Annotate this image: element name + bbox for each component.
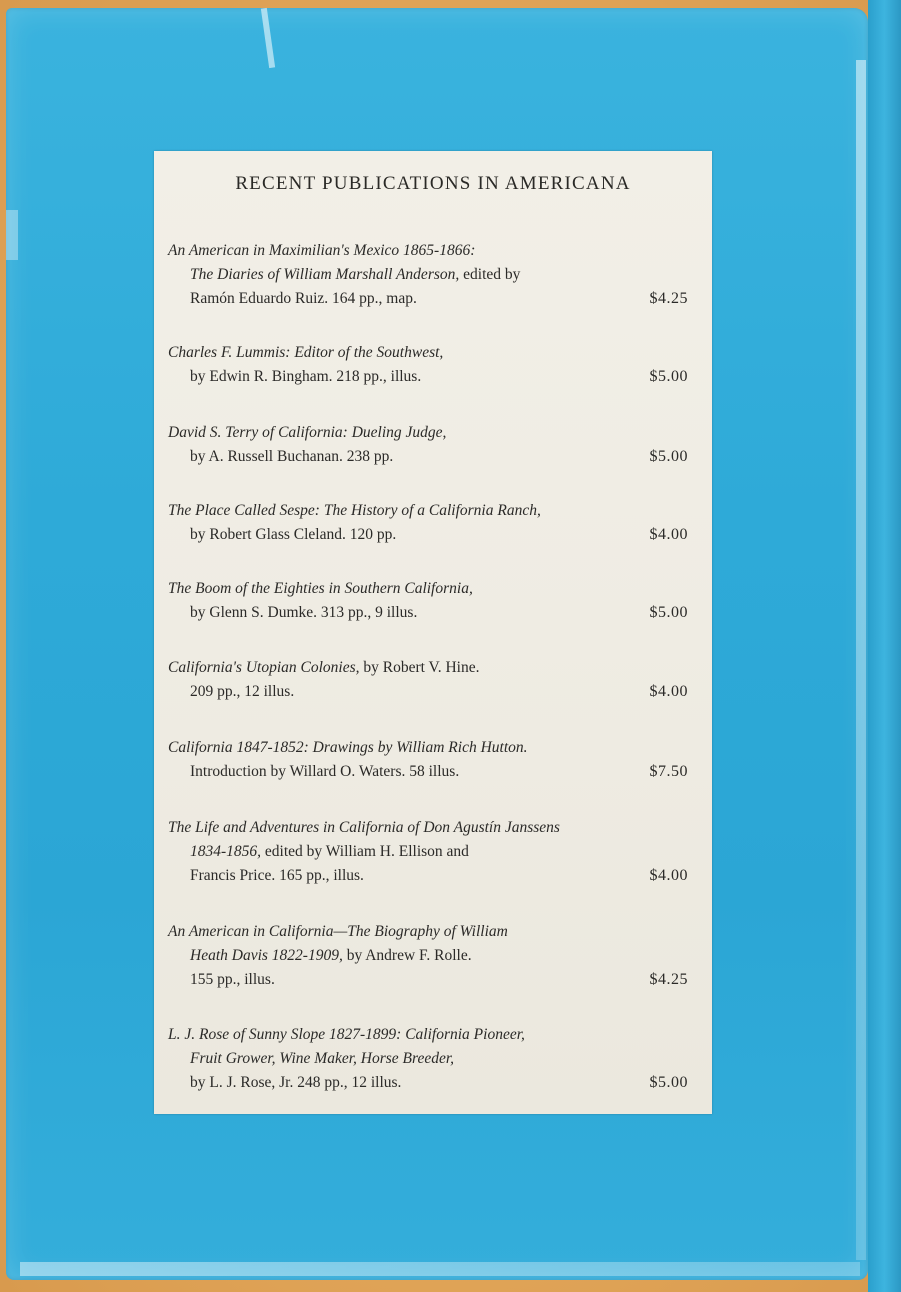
entry-title-text: The Life and Adventures in California of Don Agustín Janssens — [168, 819, 560, 836]
entry-line — [168, 840, 698, 864]
book-spine-edge — [868, 0, 901, 1292]
entry-line — [168, 816, 698, 840]
entry-line — [168, 920, 698, 944]
entry-line — [168, 760, 698, 784]
entry-line — [168, 341, 698, 365]
book-entry — [168, 239, 698, 311]
entry-price: $5.00 — [649, 368, 688, 385]
entry-line — [168, 421, 698, 445]
book-entry — [168, 736, 698, 784]
entry-line — [168, 365, 698, 389]
book-entry — [168, 656, 698, 704]
entry-line — [168, 601, 698, 625]
card-title: RECENT PUBLICATIONS IN AMERICANA — [235, 173, 631, 194]
entry-title-text: L. J. Rose of Sunny Slope 1827-1899: California Pioneer, — [168, 1026, 525, 1043]
entry-line — [168, 577, 698, 601]
entry-detail-text: 155 pp., illus. — [190, 971, 275, 988]
entry-line — [168, 944, 698, 968]
entry-line — [168, 1071, 698, 1095]
entry-detail-text: by Andrew F. Rolle. — [342, 947, 472, 964]
entry-line — [168, 736, 698, 760]
entry-detail-text: by Glenn S. Dumke. 313 pp., 9 illus. — [190, 604, 418, 621]
entry-title-text: Charles F. Lummis: Editor of the Southwest, — [168, 344, 444, 361]
book-entry — [168, 499, 698, 547]
entry-detail-text: Introduction by Willard O. Waters. 58 illus. — [190, 763, 460, 780]
entry-line — [168, 656, 698, 680]
entry-price: $4.25 — [649, 290, 688, 307]
entry-price: $5.00 — [649, 604, 688, 621]
entry-title-text: Fruit Grower, Wine Maker, Horse Breeder, — [190, 1050, 455, 1067]
entry-detail-text: edited by — [459, 266, 521, 283]
entry-detail-text: by Edwin R. Bingham. 218 pp., illus. — [190, 368, 422, 385]
jacket-edge-wear — [856, 60, 866, 1260]
entry-line — [168, 239, 698, 263]
book-entry — [168, 1023, 698, 1095]
entry-line — [168, 968, 698, 992]
entry-line — [168, 499, 698, 523]
entry-price: $4.00 — [649, 867, 688, 884]
entry-price: $4.25 — [649, 971, 688, 988]
entry-detail-text: by A. Russell Buchanan. 238 pp. — [190, 448, 394, 465]
entry-line — [168, 287, 698, 311]
book-entry — [168, 816, 698, 888]
entry-price: $4.00 — [649, 526, 688, 543]
book-entry — [168, 920, 698, 992]
entry-detail-text: edited by William H. Ellison and — [261, 843, 469, 860]
entry-detail-text: by Robert V. Hine. — [359, 659, 480, 676]
book-entry — [168, 577, 698, 625]
jacket-wear — [6, 210, 18, 260]
entry-line — [168, 263, 698, 287]
entry-detail-text: Francis Price. 165 pp., illus. — [190, 867, 364, 884]
entry-line — [168, 1047, 698, 1071]
entry-detail-text: 209 pp., 12 illus. — [190, 683, 295, 700]
entry-line — [168, 864, 698, 888]
entry-detail-text: by L. J. Rose, Jr. 248 pp., 12 illus. — [190, 1074, 402, 1091]
entry-price: $5.00 — [649, 448, 688, 465]
entry-title-text: The Diaries of William Marshall Anderson, — [190, 266, 460, 283]
entry-title-text: 1834-1856, — [190, 843, 262, 860]
entry-title-text: David S. Terry of California: Dueling Judge, — [168, 424, 447, 441]
entry-detail-text: Ramón Eduardo Ruiz. 164 pp., map. — [190, 290, 417, 307]
entry-line — [168, 445, 698, 469]
entry-title-text: California's Utopian Colonies, — [168, 659, 360, 676]
entry-title-text: California 1847-1852: Drawings by William Rich Hutton. — [168, 739, 528, 756]
entry-title-text: An American in Maximilian's Mexico 1865-1866: — [168, 242, 476, 259]
jacket-bottom-wear — [20, 1262, 860, 1276]
entry-title-text: The Boom of the Eighties in Southern California, — [168, 580, 473, 597]
entry-line — [168, 680, 698, 704]
entry-title-text: Heath Davis 1822-1909, — [190, 947, 343, 964]
entry-line — [168, 1023, 698, 1047]
entry-price: $4.00 — [649, 683, 688, 700]
publications-label-card — [154, 151, 712, 1114]
entry-price: $5.00 — [649, 1074, 688, 1091]
entry-line — [168, 523, 698, 547]
book-entry — [168, 421, 698, 469]
entry-price: $7.50 — [649, 763, 688, 780]
entry-detail-text: by Robert Glass Cleland. 120 pp. — [190, 526, 397, 543]
book-entry — [168, 341, 698, 389]
entry-title-text: The Place Called Sespe: The History of a California Ranch, — [168, 502, 541, 519]
entry-title-text: An American in California—The Biography of William — [168, 923, 508, 940]
